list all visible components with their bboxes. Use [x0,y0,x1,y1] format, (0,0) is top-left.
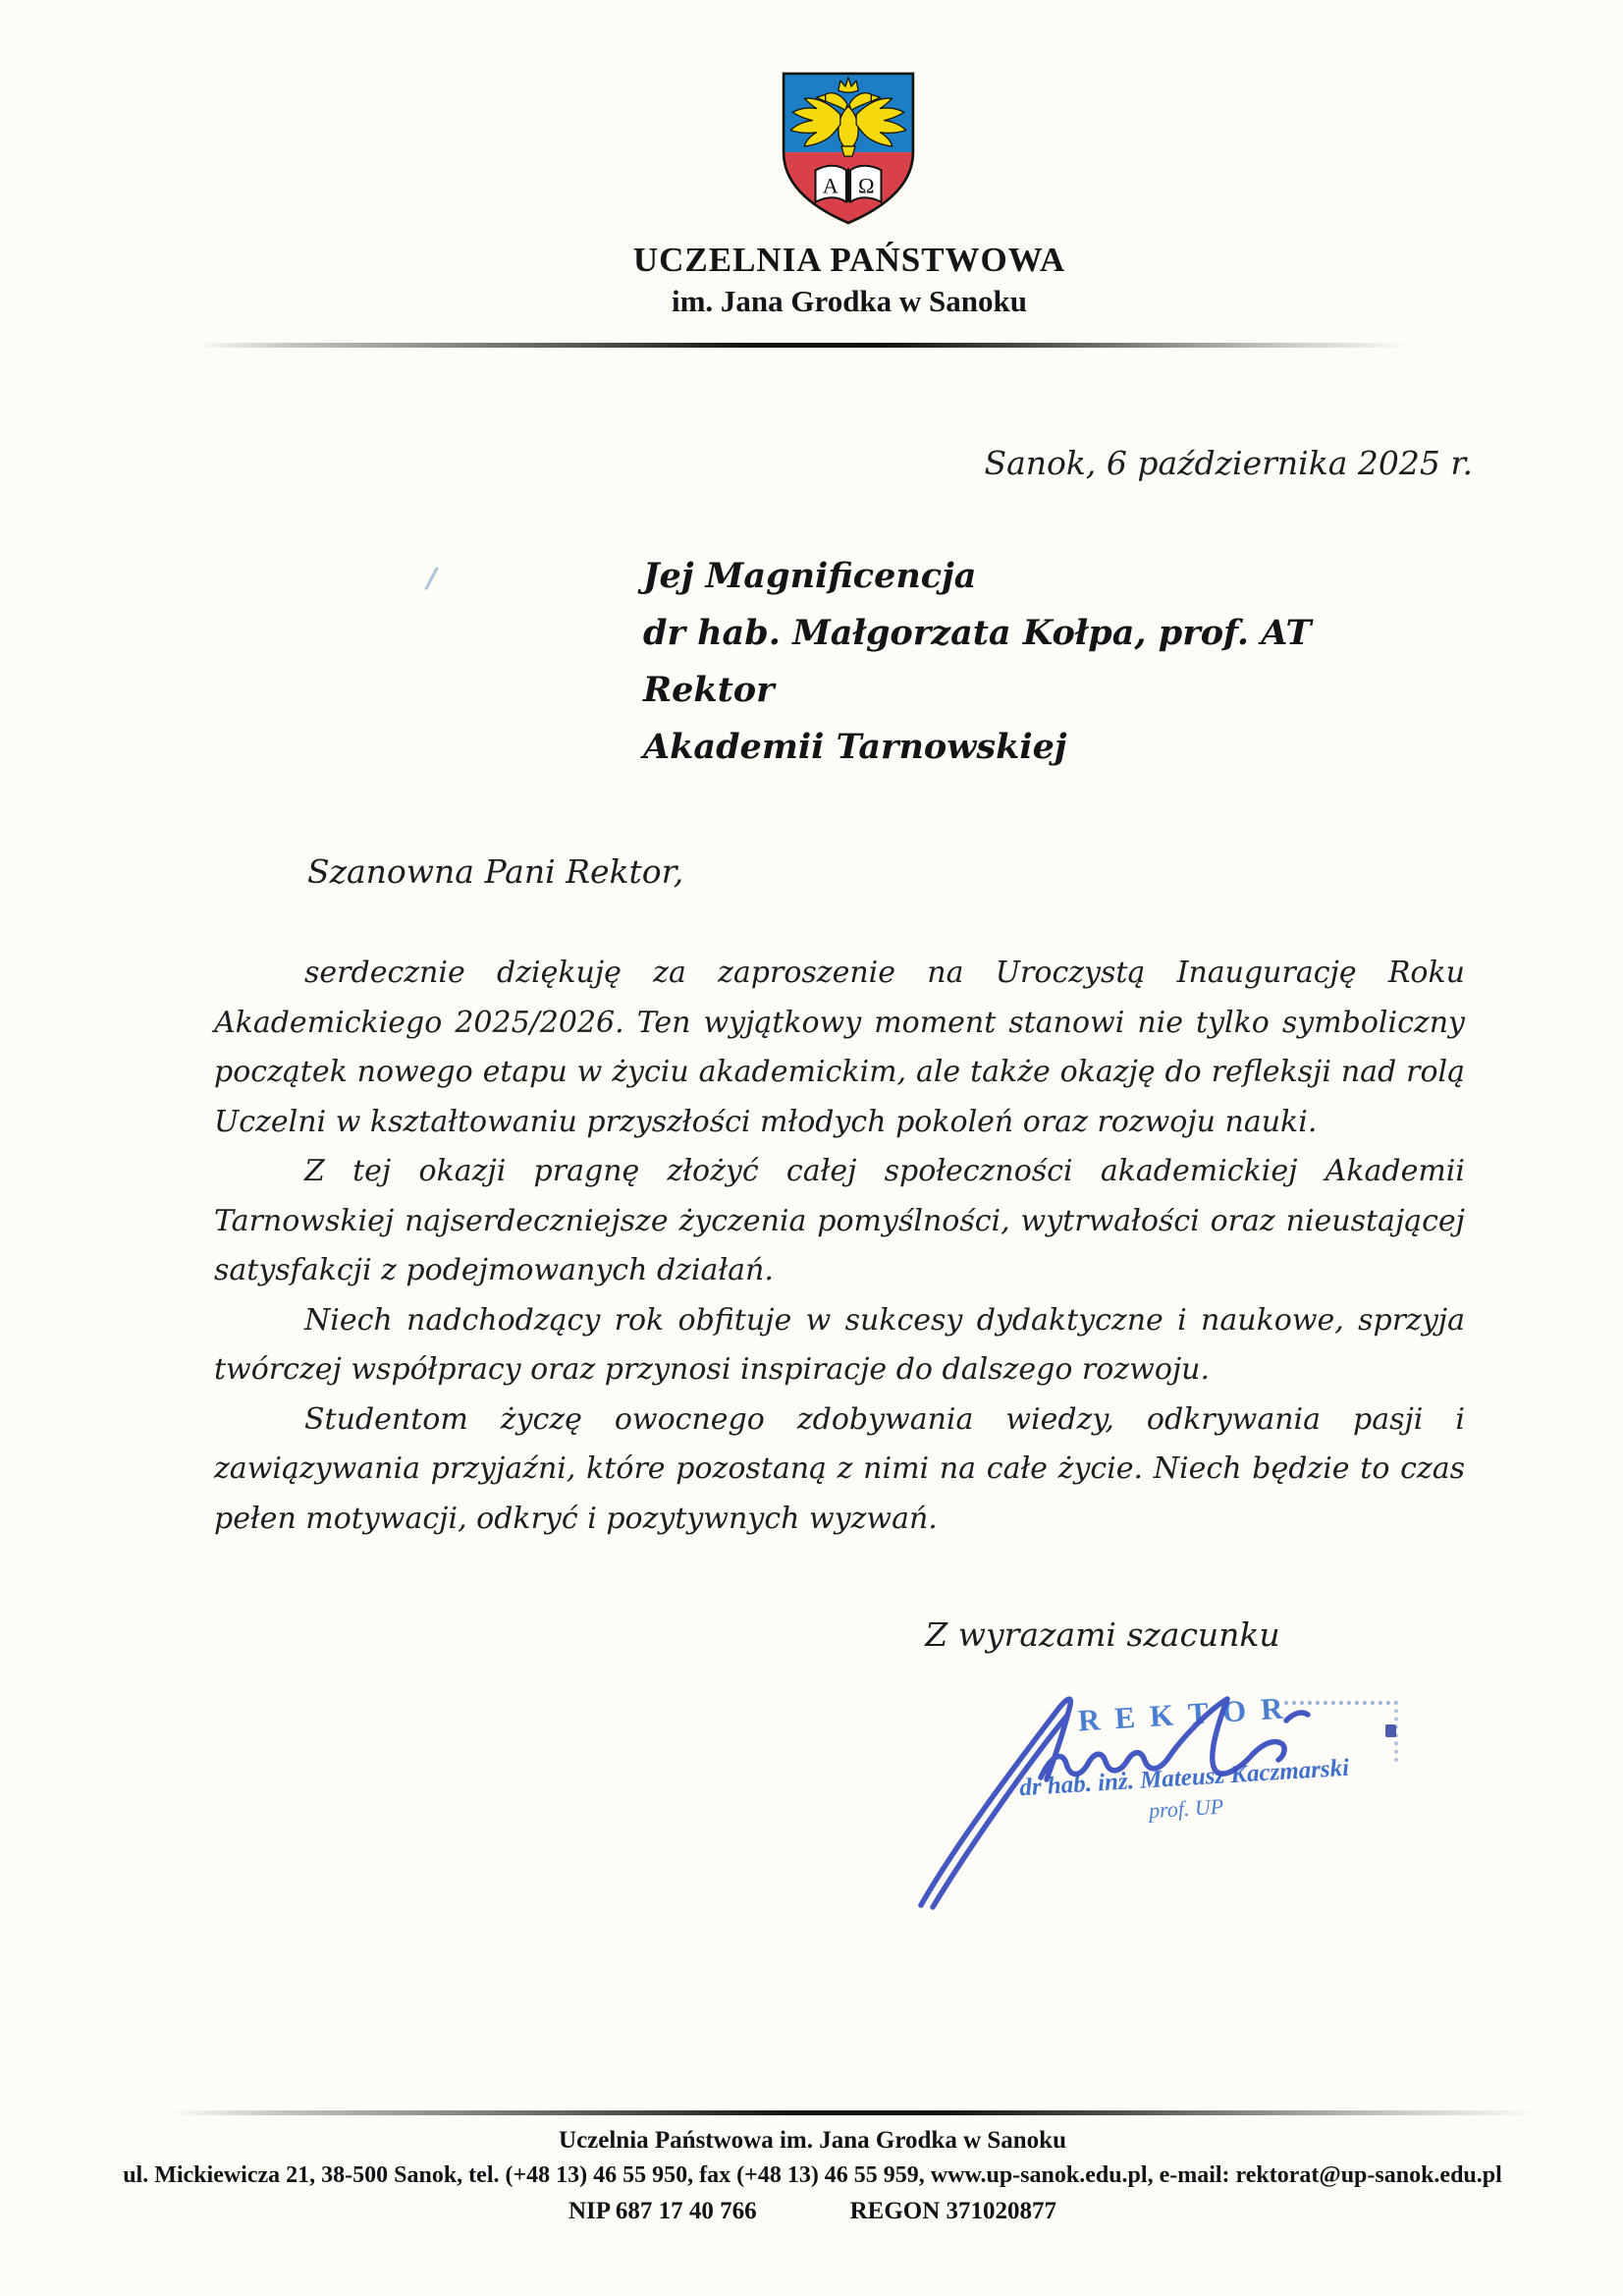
letter-body [214,949,1465,1544]
university-crest-icon [779,67,918,230]
body-paragraph: Niech nadchodzący rok obfituje w sukcesy dydaktyczne i naukowe, sprzyja twórczej współpracy oraz przynosi inspiracje do dalszego rozwoju. [214,1302,1465,1387]
header-divider [196,343,1409,348]
org-name: UCZELNIA PAŃSTWOWA [632,241,1066,279]
signature-stroke [1041,1699,1253,1777]
footer-regon: REGON 371020877 [849,2198,1057,2224]
footer-registry-ids [54,2193,1571,2230]
org-name-patron: im. Jana Grodka w Sanoku [671,284,1028,318]
footer-nip: NIP 687 17 40 766 [568,2198,757,2224]
footer-contact-line: ul. Mickiewicza 21, 38-500 Sanok, tel. (+48 13) 46 55 950, fax (+48 13) 46 55 959, www.up-sanok.edu.pl, e-mail: rektorat@up-sanok.edu.pl [123,2162,1502,2188]
scan-artifact-mark [424,567,439,590]
body-paragraph: Studentom życzę owocnego zdobywania wiedzy, odkrywania pasji i zawiązywania przyjaźni, które pozostaną z nimi na całe życie. Niech będzie to czas pełen motywacji, odkryć i pozytywnych wyzwań. [214,1401,1465,1536]
salutation: Szanowna Pani Rektor, [307,852,684,891]
dateline: Sanok, 6 października 2025 r. [984,444,1473,482]
ink-blot [1385,1724,1396,1737]
stamp-name: dr hab. inż. Mateusz Kaczmarski [1018,1754,1350,1802]
letterhead [412,239,1286,321]
closing-phrase: Z wyrazami szacunku [925,1615,1280,1654]
handwritten-signature [903,1669,1355,1925]
signature-stroke [933,1717,1066,1907]
signature-stroke [1253,1742,1284,1760]
omega-letter: Ω [857,173,875,198]
alpha-letter: Α [822,173,839,198]
footer-divider [172,2110,1537,2115]
body-paragraph: Z tej okazji pragnę złożyć całej społeczności akademickiej Akademii Tarnowskiej najserdeczniejsze życzenia pomyślności, wytrwałości oraz nieustającej satysfakcji z podejmowanych działań. [214,1154,1465,1287]
recipient-institution: Akademii Tarnowskiej [643,727,1067,767]
eagle-tail [841,146,855,156]
recipient-block [643,548,1389,776]
signature-stroke [921,1699,1070,1905]
stamp-title: REKTOR [1076,1689,1299,1738]
body-paragraph: serdecznie dziękuję za zaproszenie na Uroczystą Inaugurację Roku Akademickiego 2025/2026. Ten wyjątkowy moment stanowi nie tylko symboliczny początek nowego etapu w życiu akademickim, ale także okazję do refleksji nad rolą Uczelni w kształtowaniu przyszłości młodych pokoleń oraz rozwoju nauki. [214,956,1465,1139]
recipient-name: dr hab. Małgorzata Kołpa, prof. AT [643,613,1312,653]
stamp-suffix: prof. UP [1148,1793,1224,1824]
recipient-title: Rektor [643,670,775,710]
signature-stroke [1286,1713,1308,1721]
footer-org-name: Uczelnia Państwowa im. Jana Grodka w Sanoku [559,2127,1066,2154]
recipient-honorific: Jej Magnificencja [643,556,977,596]
footer [54,2124,1571,2230]
